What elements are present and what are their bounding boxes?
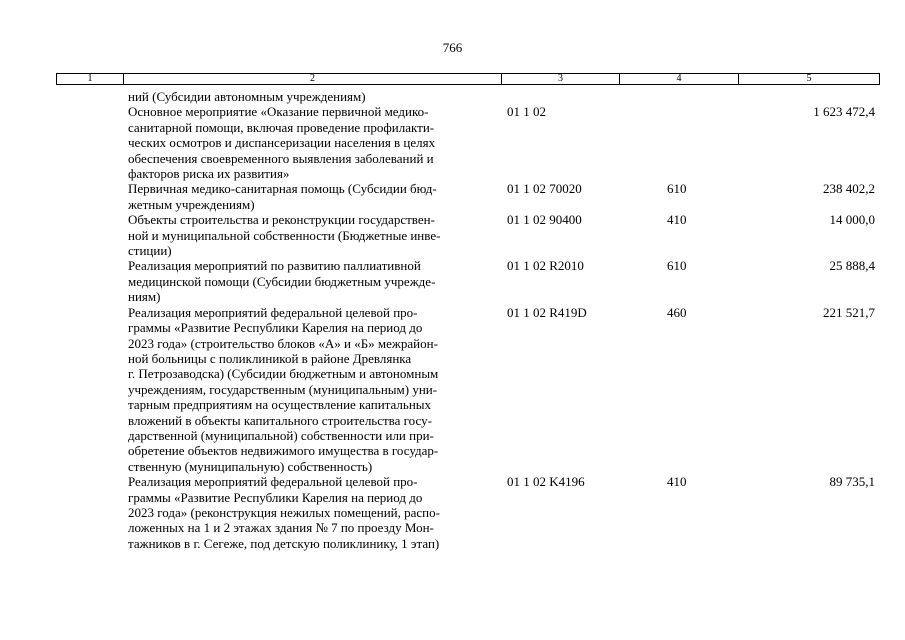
description-line: ственную (муниципальную) собственность) xyxy=(128,458,373,474)
row-description xyxy=(128,104,493,181)
row-expense-type: 610 xyxy=(667,181,687,197)
row-amount: 1 623 472,4 xyxy=(813,104,875,120)
description-line: г. Петрозаводска) (Субсидии бюджетным и автономным xyxy=(128,366,439,382)
description-line: Основное мероприятие «Оказание первичной медико- xyxy=(128,104,429,120)
description-line: санитарной помощи, включая проведение профилакти- xyxy=(128,119,435,135)
row-amount: 238 402,2 xyxy=(823,181,875,197)
row-description xyxy=(128,258,493,304)
description-line: 2023 года» (реконструкция нежилых помещений, распо- xyxy=(128,504,440,520)
row-code: 01 1 02 90400 xyxy=(507,212,582,228)
description-line: дарственной (муниципальной) собственности или при- xyxy=(128,427,434,443)
description-line: обеспечения своевременного выявления заболеваний и xyxy=(128,150,434,166)
row-amount: 25 888,4 xyxy=(829,258,875,274)
table-row xyxy=(0,181,905,212)
description-line: учреждениям, государственным (муниципальным) уни- xyxy=(128,381,438,397)
table-header xyxy=(56,73,880,85)
table-row xyxy=(0,104,905,181)
row-amount: 14 000,0 xyxy=(829,212,875,228)
header-col-4: 4 xyxy=(620,74,739,84)
table-body xyxy=(0,89,905,551)
row-code: 01 1 02 K4196 xyxy=(507,474,585,490)
description-line: медицинской помощи (Субсидии бюджетным учрежде- xyxy=(128,273,436,289)
description-line: обретение объектов недвижимого имущества в государ- xyxy=(128,443,439,459)
row-expense-type: 610 xyxy=(667,258,687,274)
description-line: ной и муниципальной собственности (Бюджетные инве- xyxy=(128,227,441,243)
row-amount: 89 735,1 xyxy=(829,474,875,490)
header-col-5: 5 xyxy=(806,73,812,84)
row-code: 01 1 02 R2010 xyxy=(507,258,584,274)
description-line: ний (Субсидии автономным учреждениям) xyxy=(128,89,366,104)
row-amount: 221 521,7 xyxy=(823,304,875,320)
description-line: граммы «Развитие Республики Карелия на период до xyxy=(128,320,423,336)
description-line: тарным предприятиям на осуществление капитальных xyxy=(128,397,432,413)
header-col-3: 3 xyxy=(502,74,620,84)
description-line: Реализация мероприятий по развитию паллиативной xyxy=(128,258,421,274)
description-line: жетным учреждениям) xyxy=(128,196,255,212)
description-line: Первичная медико-санитарная помощь (Субсидии бюд- xyxy=(128,181,437,197)
description-line: тажников в г. Сегеже, под детскую поликлинику, 1 этап) xyxy=(128,535,440,551)
table-row xyxy=(0,89,905,104)
row-description xyxy=(128,212,493,258)
description-line: Реализация мероприятий федеральной целевой про- xyxy=(128,474,418,490)
description-line: ной больницы с поликлиникой в районе Древлянка xyxy=(128,350,412,366)
header-col-2: 2 xyxy=(124,74,502,84)
description-line: граммы «Развитие Республики Карелия на период до xyxy=(128,489,423,505)
row-expense-type: 410 xyxy=(667,474,687,490)
row-code: 01 1 02 70020 xyxy=(507,181,582,197)
row-code: 01 1 02 R419D xyxy=(507,304,587,320)
table-row xyxy=(0,258,905,304)
description-line: ниям) xyxy=(128,289,161,305)
table-row xyxy=(0,212,905,258)
row-description xyxy=(128,181,493,212)
row-expense-type: 460 xyxy=(667,304,687,320)
table-row xyxy=(0,474,905,551)
row-description xyxy=(128,474,493,551)
description-line: Реализация мероприятий федеральной целевой про- xyxy=(128,304,418,320)
row-expense-type: 410 xyxy=(667,212,687,228)
table-row xyxy=(0,305,905,474)
description-line: 2023 года» (строительство блоков «А» и «Б» межрайон- xyxy=(128,335,438,351)
description-line: Объекты строительства и реконструкции государствен- xyxy=(128,212,435,228)
description-line: стиции) xyxy=(128,243,172,259)
description-line: ческих осмотров и диспансеризации населения в целях xyxy=(128,135,436,151)
description-line: вложений в объекты капитального строительства госу- xyxy=(128,412,432,428)
description-line: ложенных на 1 и 2 этажах здания № 7 по проезду Мон- xyxy=(128,520,434,536)
row-description xyxy=(128,89,493,104)
header-col-1: 1 xyxy=(57,74,124,84)
row-code: 01 1 02 xyxy=(507,104,546,120)
row-description xyxy=(128,305,493,474)
description-line: факторов риска их развития» xyxy=(128,166,290,182)
page-number: 766 xyxy=(442,40,463,55)
